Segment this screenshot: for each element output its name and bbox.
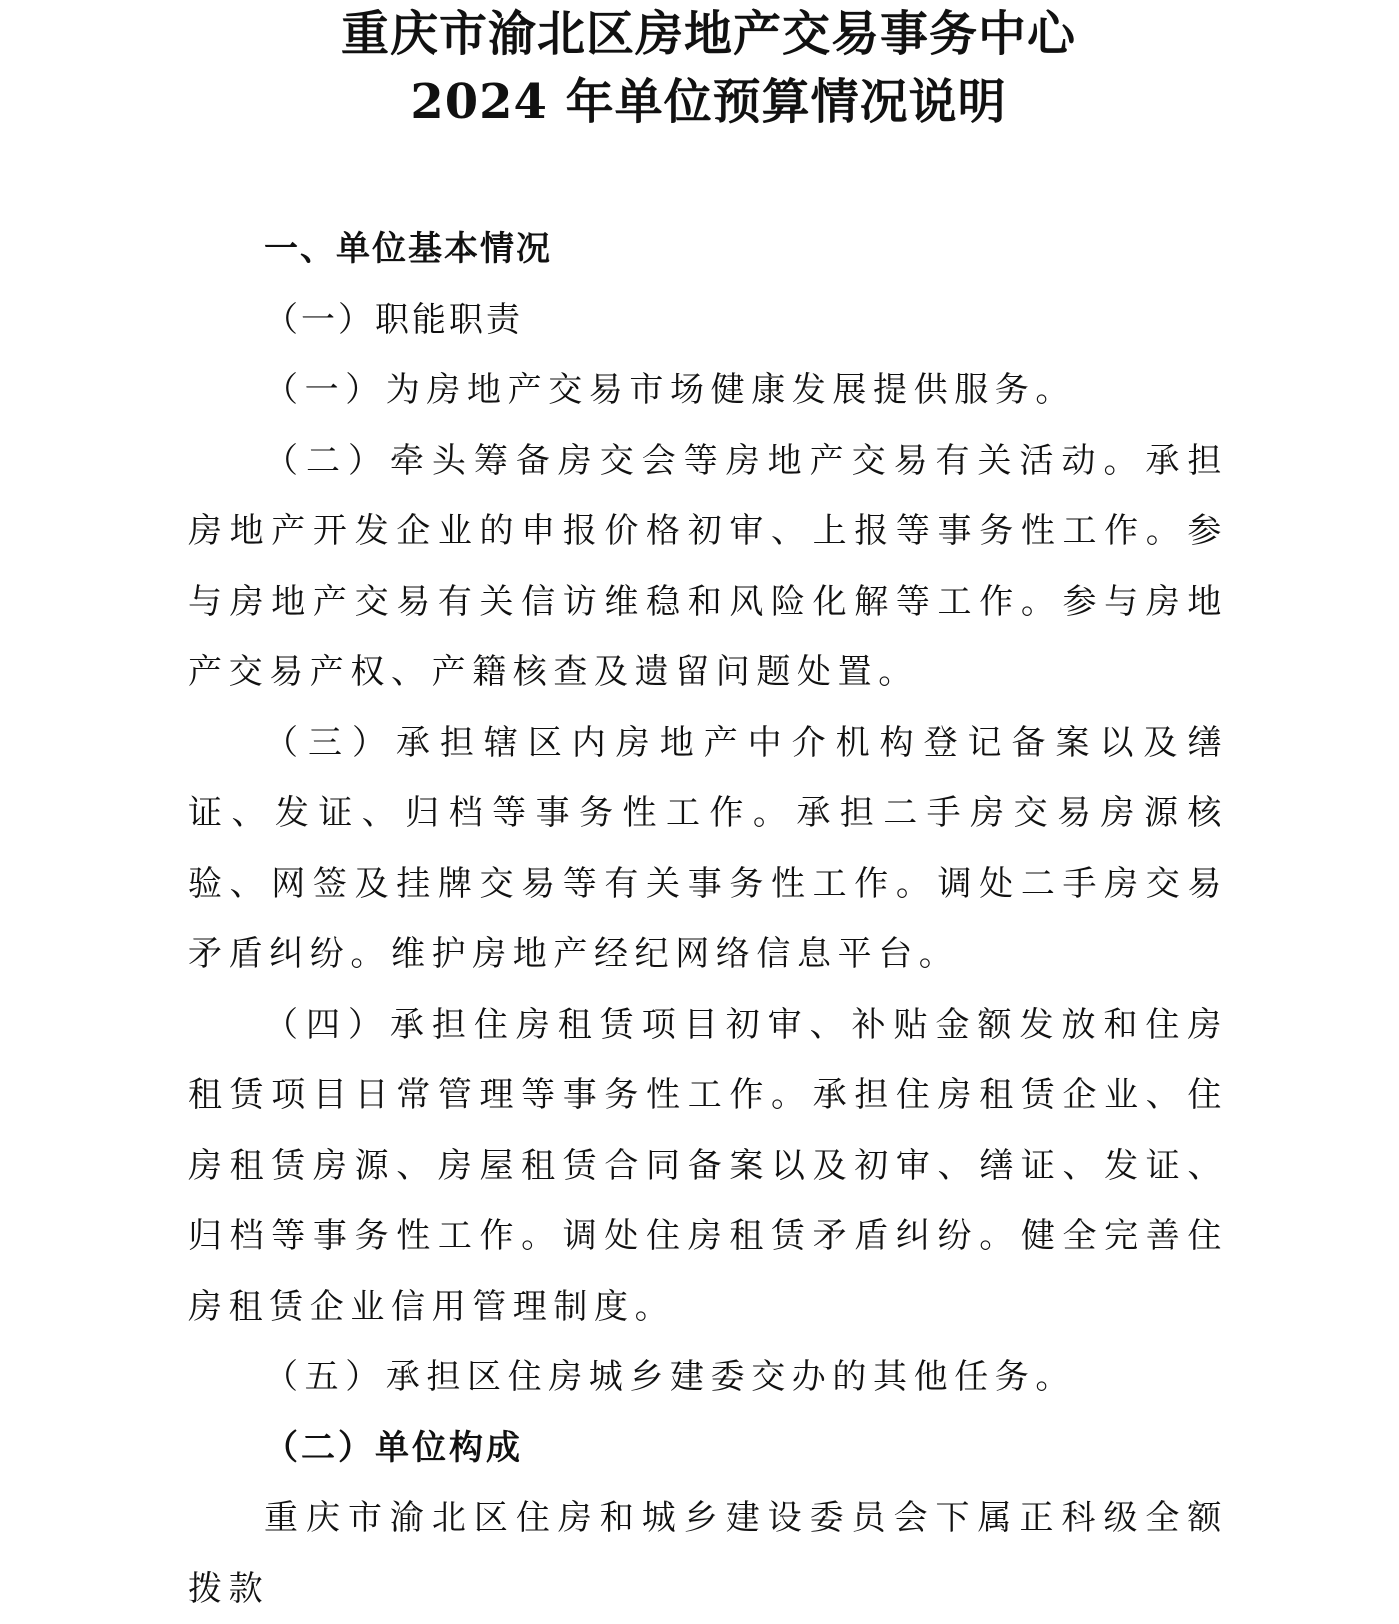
subsection-heading-composition: （二）单位构成 [264,1427,523,1468]
section-heading-basic-info: 一、单位基本情况 [264,229,552,269]
composition-paragraph: 重庆市渝北区住房和城乡建设委员会下属正科级全额拨款 [188,1498,1228,1609]
function-item-5: （五）承担区住房城乡建委交办的其他任务。 [264,1357,1076,1397]
function-item-3: （三）承担辖区内房地产中介机构登记备案以及缮证、发证、归档等事务性工作。承担二手房交易房源核验、网签及挂牌交易等有关事务性工作。调处二手房交易矛盾纠纷。维护房地产经纪网络信息平台。 [188,722,1228,974]
subsection-heading-functions: （一）职能职责 [264,299,523,340]
document-body [188,214,1228,1624]
document-title-line2: 2024 年单位预算情况说明 [410,74,1007,130]
document-title-line1: 重庆市渝北区房地产交易事务中心 [340,6,1076,62]
function-item-4: （四）承担住房租赁项目初审、补贴金额发放和住房租赁项目日常管理等事务性工作。承担住房租赁企业、住房租赁房源、房屋租赁合同备案以及初审、缮证、发证、归档等事务性工作。调处住房租赁矛盾纠纷。健全完善住房租赁企业信用管理制度。 [188,1004,1228,1327]
function-item-2: （二）牵头筹备房交会等房地产交易有关活动。承担房地产开发企业的申报价格初审、上报等事务性工作。参与房地产交易有关信访维稳和风险化解等工作。参与房地产交易产权、产籍核查及遗留问题处置。 [188,440,1228,692]
function-item-1: （一）为房地产交易市场健康发展提供服务。 [264,370,1076,410]
